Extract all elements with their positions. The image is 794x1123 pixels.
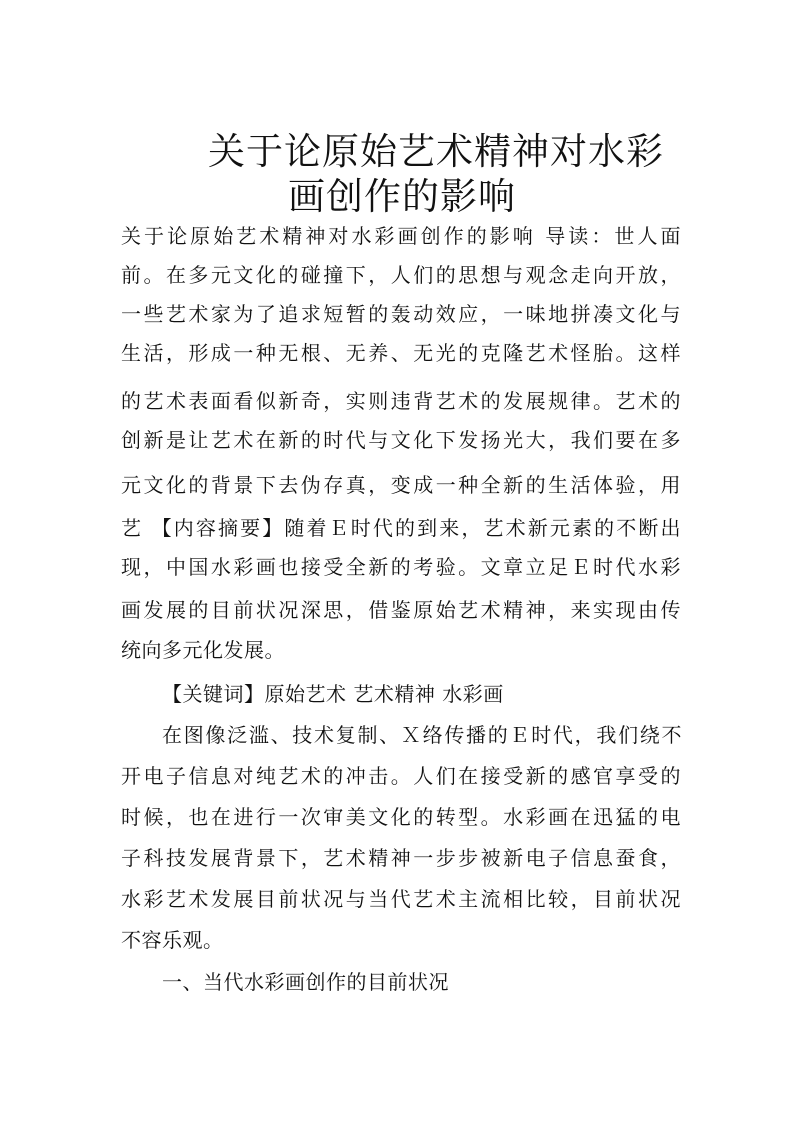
section-heading: 一、当代水彩画创作的目前状况 bbox=[162, 970, 449, 994]
keywords-line: 【关键词】原始艺术 艺术精神 水彩画 bbox=[162, 682, 504, 706]
paragraph-line: 艺 【内容摘要】随着Ｅ时代的到来，艺术新元素的不断出 bbox=[121, 516, 681, 540]
paragraph-line: 不容乐观。 bbox=[121, 928, 224, 952]
paragraph-line: 关于论原始艺术精神对水彩画创作的影响 导读：世人面 bbox=[121, 224, 681, 248]
paragraph-line: 元文化的背景下去伪存真，变成一种全新的生活体验，用 bbox=[121, 473, 681, 497]
paragraph-line: 现，中国水彩画也接受全新的考验。文章立足Ｅ时代水彩 bbox=[121, 555, 681, 579]
paragraph-line: 一些艺术家为了追求短暂的轰动效应，一味地拼凑文化与 bbox=[121, 302, 681, 326]
paragraph-line: 前。在多元文化的碰撞下，人们的思想与观念走向开放， bbox=[121, 263, 681, 287]
document-title-line-2: 画创作的影响 bbox=[288, 174, 516, 218]
paragraph-line: 在图像泛滥、技术复制、Ｘ络传播的Ｅ时代，我们绕不 bbox=[162, 723, 682, 747]
paragraph-line: 统向多元化发展。 bbox=[121, 638, 285, 662]
paragraph-line: 创新是让艺术在新的时代与文化下发扬光大，我们要在多 bbox=[121, 428, 681, 452]
document-title-line-1: 关于论原始艺术精神对水彩 bbox=[208, 129, 664, 173]
paragraph-line: 开电子信息对纯艺术的冲击。人们在接受新的感官享受的 bbox=[121, 764, 681, 788]
paragraph-line: 生活，形成一种无根、无养、无光的克隆艺术怪胎。这样 bbox=[121, 341, 681, 365]
paragraph-line: 画发展的目前状况深思，借鉴原始艺术精神，来实现由传 bbox=[121, 598, 681, 622]
paragraph-line: 时候，也在进行一次审美文化的转型。水彩画在迅猛的电 bbox=[121, 805, 681, 829]
paragraph-line: 的艺术表面看似新奇，实则违背艺术的发展规律。艺术的 bbox=[121, 389, 681, 413]
paragraph-line: 水彩艺术发展目前状况与当代艺术主流相比较，目前状况 bbox=[121, 887, 681, 911]
paragraph-line: 子科技发展背景下，艺术精神一步步被新电子信息蚕食， bbox=[121, 846, 681, 870]
